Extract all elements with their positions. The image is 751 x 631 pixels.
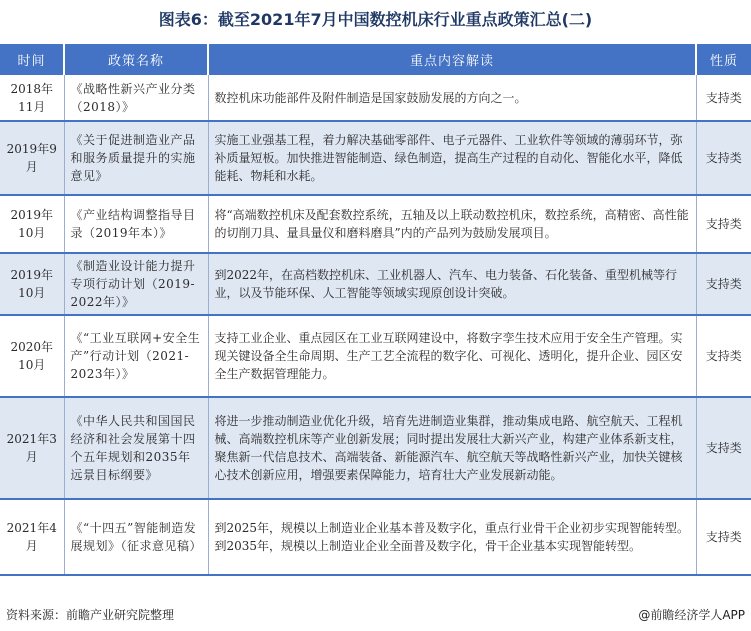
cell-type: 支持类 (696, 121, 751, 195)
cell-type: 支持类 (696, 499, 751, 575)
cell-type: 支持类 (696, 397, 751, 499)
cell-content: 实施工业强基工程，着力解决基础零部件、电子元器件、工业软件等领域的薄弱环节，弥补质量短板。加快推进智能制造、绿色制造，提高生产过程的自动化、智能化水平，降低能耗、物耗和水耗。 (208, 121, 696, 195)
cell-type: 支持类 (696, 75, 751, 121)
cell-name: 《产业结构调整指导目录（2019年本）》 (64, 195, 208, 253)
cell-name: 《战略性新兴产业分类（2018）》 (64, 75, 208, 121)
cell-type: 支持类 (696, 195, 751, 253)
cell-name: 《制造业设计能力提升专项行动计划（2019-2022年）》 (64, 253, 208, 315)
cell-type: 支持类 (696, 253, 751, 315)
cell-time: 2019年9月 (0, 121, 64, 195)
cell-time: 2019年10月 (0, 253, 64, 315)
table-row (0, 253, 751, 315)
table-row (0, 315, 751, 397)
header-name: 政策名称 (64, 44, 208, 75)
brand-credit: @前瞻经济学人APP (638, 608, 745, 622)
table-row (0, 397, 751, 499)
source-note: 资料来源：前瞻产业研究院整理 (6, 608, 175, 622)
cell-content: 支持工业企业、重点园区在工业互联网建设中，将数字孪生技术应用于安全生产管理。实现关键设备全生命周期、生产工艺全流程的数字化、可视化、透明化，提升企业、园区安全生产数据管理能力。 (208, 315, 696, 397)
cell-name: 《中华人民共和国国民经济和社会发展第十四个五年规划和2035年远景目标纲要》 (64, 397, 208, 499)
table-header-row (0, 44, 751, 75)
cell-content: 到2022年，在高档数控机床、工业机器人、汽车、电力装备、石化装备、重型机械等行业，以及节能环保、人工智能等领域实现原创设计突破。 (208, 253, 696, 315)
header-time: 时间 (0, 44, 64, 75)
policy-table (0, 44, 751, 576)
cell-time: 2020年10月 (0, 315, 64, 397)
cell-name: 《关于促进制造业产品和服务质量提升的实施意见》 (64, 121, 208, 195)
cell-time: 2021年3月 (0, 397, 64, 499)
cell-name: 《“十四五”智能制造发展规划》（征求意见稿） (64, 499, 208, 575)
table-row (0, 121, 751, 195)
table-row (0, 195, 751, 253)
header-type: 性质 (696, 44, 751, 75)
cell-type: 支持类 (696, 315, 751, 397)
cell-content: 数控机床功能部件及附件制造是国家鼓励发展的方向之一。 (208, 75, 696, 121)
cell-content: 将进一步推动制造业优化升级，培育先进制造业集群，推动集成电路、航空航天、工程机械、高端数控机床等产业创新发展；同时提出发展壮大新兴产业，构建产业体系新支柱，聚焦新一代信息技术、高端装备、新能源汽车、航空航天等战略性新兴产业，加快关键核心技术创新应用，增强要素保障能力，培育壮大产业发展新动能。 (208, 397, 696, 499)
header-content: 重点内容解读 (208, 44, 696, 75)
cell-content: 将“高端数控机床及配套数控系统，五轴及以上联动数控机床，数控系统，高精密、高性能的切削刀具、量具量仪和磨料磨具”内的产品列为鼓励发展项目。 (208, 195, 696, 253)
cell-time: 2019年10月 (0, 195, 64, 253)
page-title: 图表6：截至2021年7月中国数控机床行业重点政策汇总(二) (158, 10, 593, 29)
cell-name: 《“工业互联网+安全生产”行动计划（2021-2023年）》 (64, 315, 208, 397)
cell-content: 到2025年，规模以上制造业企业基本普及数字化，重点行业骨干企业初步实现智能转型。到2035年，规模以上制造业企业全面普及数字化，骨干企业基本实现智能转型。 (208, 499, 696, 575)
cell-time: 2018年11月 (0, 75, 64, 121)
table-row (0, 499, 751, 575)
table-row (0, 75, 751, 121)
cell-time: 2021年4月 (0, 499, 64, 575)
